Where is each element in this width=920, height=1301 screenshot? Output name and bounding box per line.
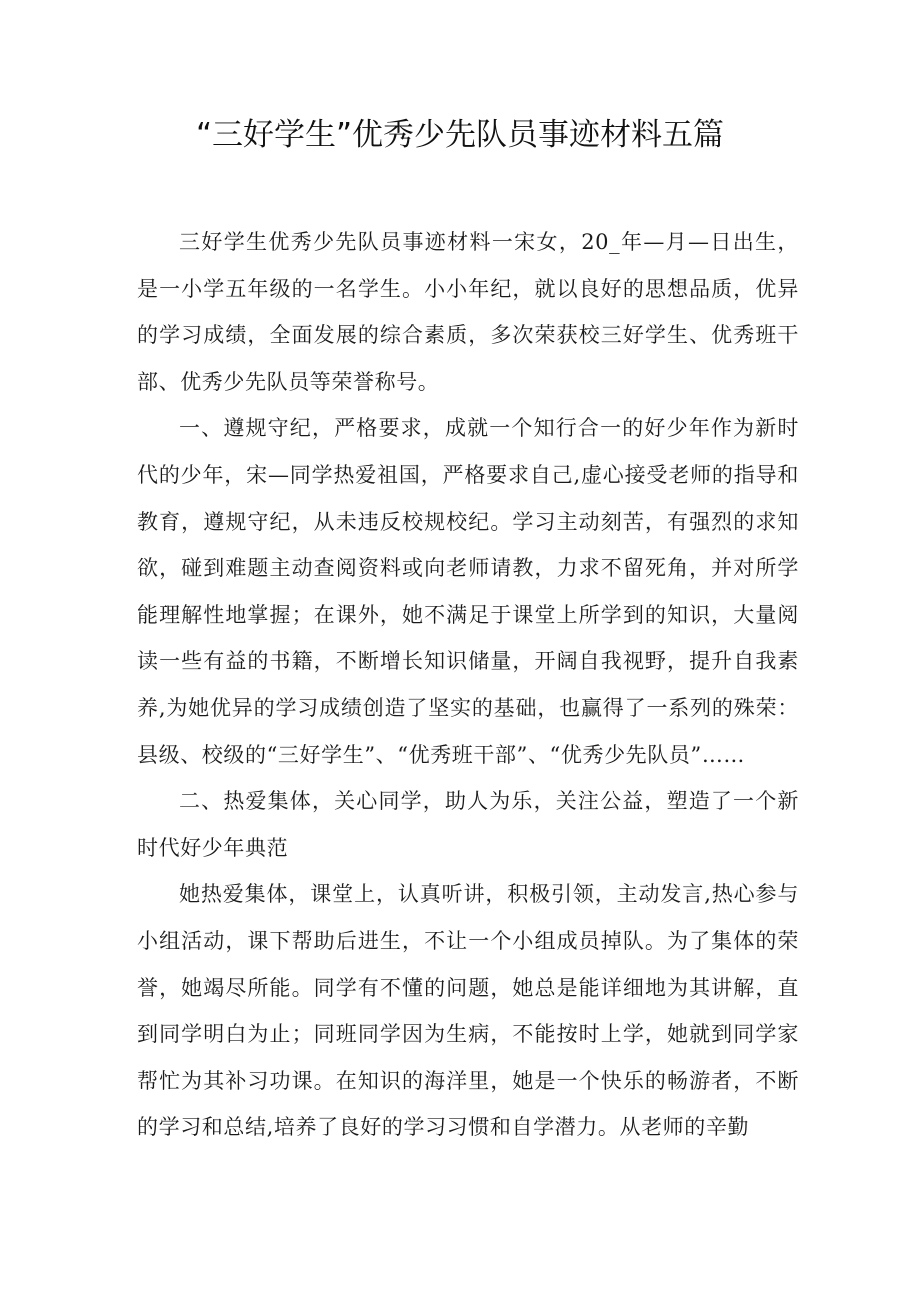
paragraph-intro: 三好学生优秀少先队员事迹材料一宋女，20_年—月—日出生，是一小学五年级的一名学生。小小年纪，就以良好的思想品质，优异的学习成绩，全面发展的综合素质，多次荣获校三好学生、优秀班干部、优秀少先队员等荣誉称号。 [137, 230, 799, 394]
paragraph-section-two-body: 她热爱集体，课堂上，认真听讲，积极引领，主动发言,热心参与小组活动，课下帮助后进生，不让一个小组成员掉队。为了集体的荣誉，她竭尽所能。同学有不懂的问题，她总是能详细地为其讲解，直到同学明白为止；同班同学因为生病，不能按时上学，她就到同学家帮忙为其补习功课。在知识的海洋里，她是一个快乐的畅游者，不断的学习和总结,培养了良好的学习习惯和自学潜力。从老师的辛勤 [137, 882, 799, 1140]
paragraph-section-one: 一、遵规守纪，严格要求，成就一个知行合一的好少年作为新时代的少年，宋—同学热爱祖国，严格要求自己,虚心接受老师的指导和教育，遵规守纪，从未违反校规校纪。学习主动刻苦，有强烈的求知欲，碰到难题主动查阅资料或向老师请教，力求不留死角，并对所学能理解性地掌握；在课外，她不满足于课堂上所学到的知识，大量阅读一些有益的书籍，不断增长知识储量，开阔自我视野，提升自我素养,为她优异的学习成绩创造了坚实的基础，也赢得了一系列的殊荣：县级、校级的“三好学生”、“优秀班干部”、“优秀少先队员”…… [137, 416, 799, 767]
document-body [137, 219, 799, 1151]
document-title: “三好学生”优秀少先队员事迹材料五篇 [195, 117, 725, 153]
paragraph-section-two-heading: 二、热爱集体，关心同学，助人为乐，关注公益，塑造了一个新时代好少年典范 [137, 789, 799, 860]
